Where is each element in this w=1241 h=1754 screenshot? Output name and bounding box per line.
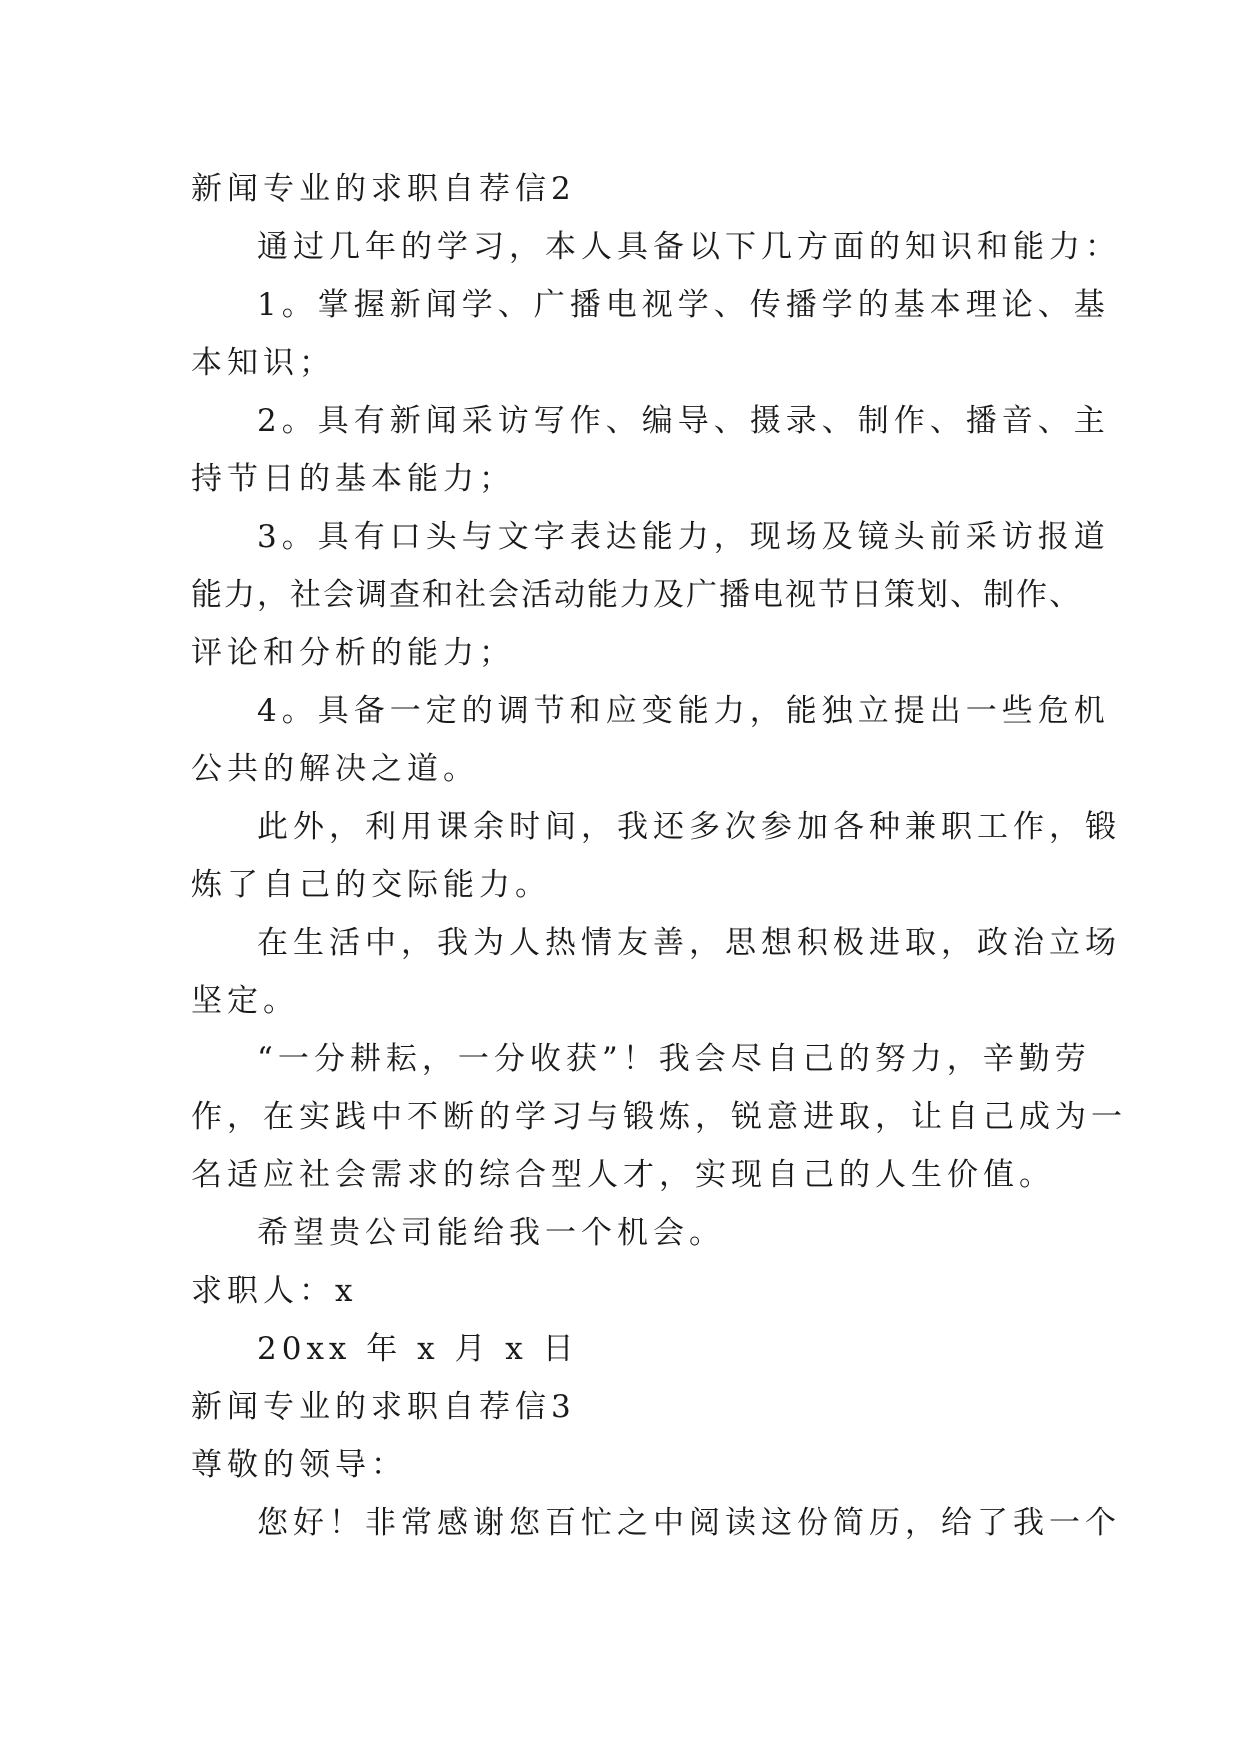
- paragraph-line: 评论和分析的能力；: [191, 635, 515, 671]
- paragraph-line: “一分耕耘，一分收获”！我会尽自己的努力，辛勤劳: [257, 1041, 1091, 1077]
- signature-date: 20xx 年 x 月 x 日: [257, 1331, 579, 1367]
- paragraph-line: 公共的解决之道。: [191, 751, 479, 787]
- signature-name: 求职人：x: [191, 1273, 358, 1309]
- section-title: 新闻专业的求职自荐信2: [191, 171, 576, 207]
- paragraph-line: 本知识；: [191, 345, 335, 381]
- paragraph-line: 3。具有口头与文字表达能力，现场及镜头前采访报道: [257, 519, 1110, 555]
- paragraph-line: 此外，利用课余时间，我还多次参加各种兼职工作，锻: [257, 809, 1121, 845]
- paragraph-line: 希望贵公司能给我一个机会。: [257, 1215, 725, 1251]
- paragraph-line: 炼了自己的交际能力。: [191, 867, 551, 903]
- paragraph-line: 持节日的基本能力；: [191, 461, 515, 497]
- salutation: 尊敬的领导：: [191, 1447, 407, 1483]
- section-title: 新闻专业的求职自荐信3: [191, 1389, 576, 1425]
- paragraph-line: 作，在实践中不断的学习与锻炼，锐意进取，让自己成为一: [191, 1099, 1127, 1135]
- document-body: [191, 160, 1127, 1552]
- paragraph-line: 在生活中，我为人热情友善，思想积极进取，政治立场: [257, 925, 1121, 961]
- paragraph-line: 通过几年的学习，本人具备以下几方面的知识和能力：: [257, 229, 1121, 265]
- paragraph-line: 能力，社会调查和社会活动能力及广播电视节日策划、制作、: [191, 577, 1082, 613]
- paragraph-line: 名适应社会需求的综合型人才，实现自己的人生价值。: [191, 1157, 1055, 1193]
- paragraph-line: 坚定。: [191, 983, 299, 1019]
- paragraph-line: 4。具备一定的调节和应变能力，能独立提出一些危机: [257, 693, 1110, 729]
- paragraph-line: 您好！非常感谢您百忙之中阅读这份简历，给了我一个: [257, 1505, 1121, 1541]
- paragraph-line: 1。掌握新闻学、广播电视学、传播学的基本理论、基: [257, 287, 1110, 323]
- paragraph-line: 2。具有新闻采访写作、编导、摄录、制作、播音、主: [257, 403, 1110, 439]
